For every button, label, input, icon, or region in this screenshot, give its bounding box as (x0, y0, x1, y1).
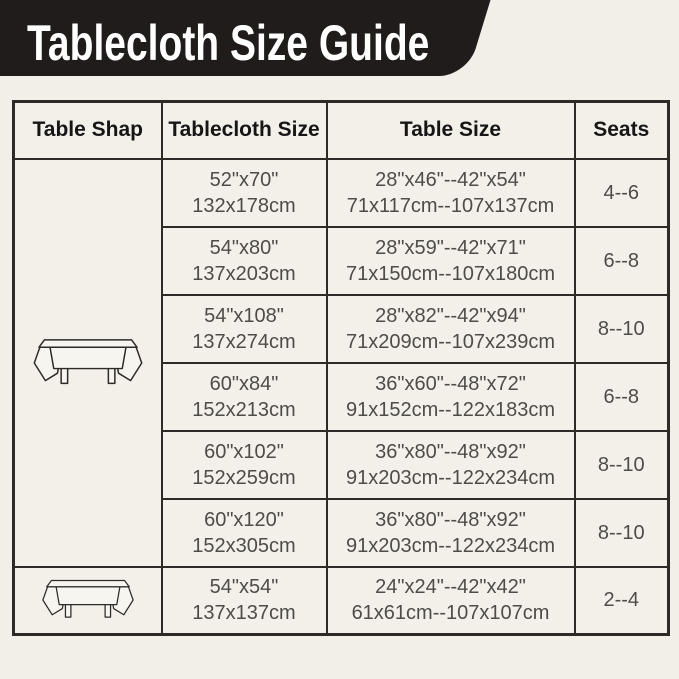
seats-cell: 8--10 (575, 431, 669, 499)
size-cm-text: 152x259cm (192, 466, 296, 489)
size-inches-text: 28"x82"--42"x94" (375, 304, 526, 327)
size-cm-text: 61x61cm--107x107cm (351, 602, 550, 625)
size-cm-text: 137x137cm (192, 602, 296, 625)
tablecloth-size-cell (162, 431, 327, 499)
table-size-cell (327, 499, 575, 567)
tablecloth-size-cell (162, 567, 327, 635)
size-cm-text: 152x213cm (192, 398, 296, 421)
size-cm-text: 137x274cm (192, 330, 296, 353)
size-cm-text: 91x203cm--122x234cm (346, 466, 555, 489)
rectangle-table-with-tablecloth-icon (31, 338, 145, 388)
size-inches-text: 60"x102" (204, 440, 284, 463)
size-cm-text: 71x150cm--107x180cm (346, 262, 555, 285)
table-size-cell (327, 431, 575, 499)
col-header-seats: Seats (575, 102, 669, 159)
col-header-table-shape: Table Shap (14, 102, 162, 159)
size-cm-text: 91x152cm--122x183cm (346, 398, 555, 421)
tablecloth-size-cell (162, 363, 327, 431)
table-size-cell (327, 227, 575, 295)
table-size-cell (327, 295, 575, 363)
size-guide-table (12, 100, 670, 636)
rectangle-table-with-tablecloth-cell (14, 159, 162, 567)
size-cm-text: 137x203cm (192, 262, 296, 285)
seats-cell: 8--10 (575, 499, 669, 567)
table-size-cell (327, 363, 575, 431)
size-inches-text: 28"x59"--42"x71" (375, 236, 526, 259)
table-row (14, 567, 669, 635)
size-inches-text: 52"x70" (209, 168, 279, 191)
size-inches-text: 54"x54" (209, 576, 279, 599)
tablecloth-size-cell (162, 499, 327, 567)
table-row (14, 159, 669, 227)
seats-cell: 6--8 (575, 363, 669, 431)
tablecloth-size-cell (162, 159, 327, 227)
page-title: Tablecloth Size Guide (27, 15, 430, 71)
square-table-with-tablecloth-icon (40, 579, 136, 621)
table-size-cell (327, 159, 575, 227)
seats-cell: 8--10 (575, 295, 669, 363)
size-inches-text: 60"x84" (209, 372, 279, 395)
size-table-body (14, 159, 669, 635)
size-inches-text: 36"x60"--48"x72" (375, 372, 526, 395)
seats-cell: 2--4 (575, 567, 669, 635)
size-inches-text: 36"x80"--48"x92" (375, 440, 526, 463)
header-row (14, 102, 669, 159)
size-inches-text: 60"x120" (204, 508, 284, 531)
size-inches-text: 36"x80"--48"x92" (375, 508, 526, 531)
tablecloth-size-cell (162, 227, 327, 295)
col-header-tablecloth-size: Tablecloth Size (162, 102, 327, 159)
seats-cell: 6--8 (575, 227, 669, 295)
square-table-with-tablecloth-cell (14, 567, 162, 635)
size-cm-text: 91x203cm--122x234cm (346, 534, 555, 557)
seats-cell: 4--6 (575, 159, 669, 227)
tablecloth-size-cell (162, 295, 327, 363)
size-inches-text: 24"x24"--42"x42" (375, 576, 526, 599)
size-cm-text: 71x209cm--107x239cm (346, 330, 555, 353)
table-header (14, 102, 669, 159)
size-inches-text: 28"x46"--42"x54" (375, 168, 526, 191)
size-cm-text: 152x305cm (192, 534, 296, 557)
table-size-cell (327, 567, 575, 635)
size-cm-text: 71x117cm--107x137cm (346, 194, 555, 217)
size-cm-text: 132x178cm (192, 194, 296, 217)
size-inches-text: 54"x80" (209, 236, 279, 259)
col-header-table-size: Table Size (327, 102, 575, 159)
size-inches-text: 54"x108" (204, 304, 284, 327)
